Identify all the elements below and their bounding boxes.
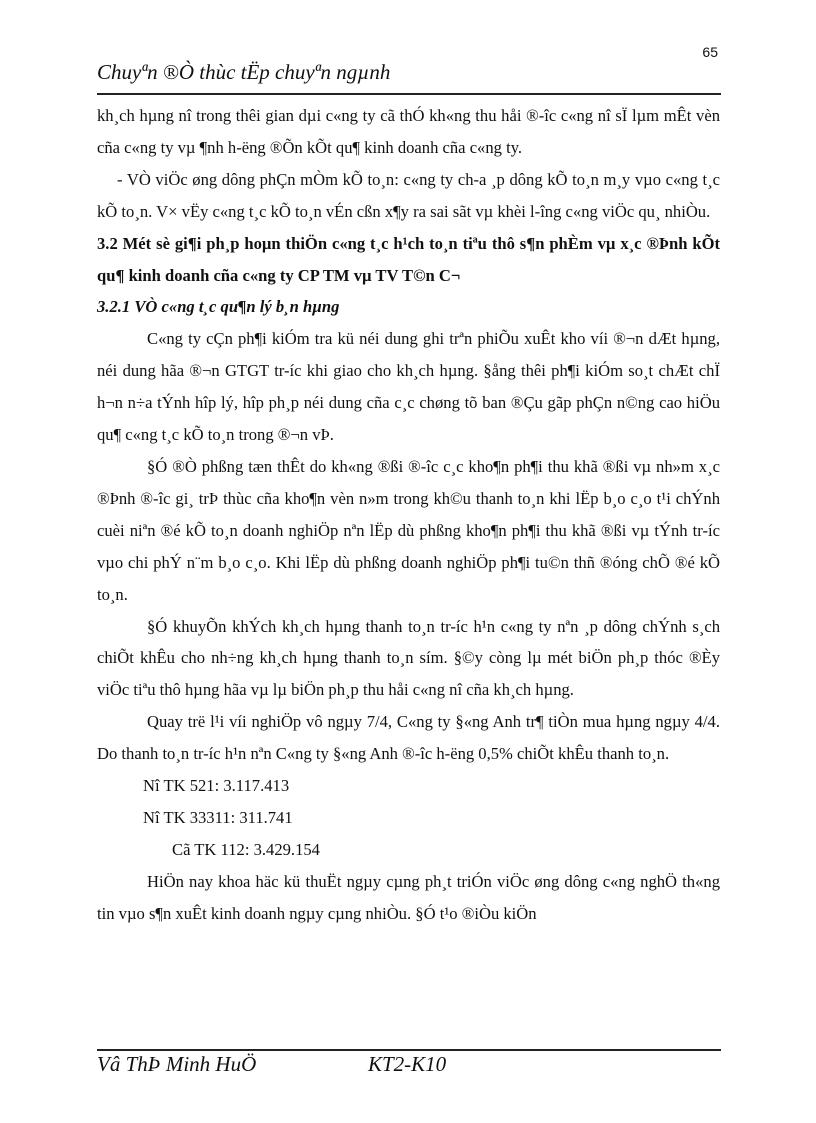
footer-author: Vâ ThÞ Minh HuÖ	[97, 1052, 257, 1076]
section-heading: 3.2 Mét sè gi¶i ph¸p hoµn thiÖn c«ng t¸c h¹ch to¸n tiªu thô s¶n phÈm vµ x¸c ®Þnh kÕt qu¶ kinh doanh cña c«ng ty CP TM vµ TV T©n C¬	[97, 233, 720, 285]
journal-entry-debit: Nî TK 521: 3.117.413	[143, 776, 290, 796]
paragraph: §Ó khuyÕn khÝch kh¸ch hµng thanh to¸n tr-íc h¹n c«ng ty nªn ¸p dông chÝnh s¸ch chiÕt khÊu cho nh÷ng kh¸ch hµng thanh to¸n sím. §©y còng lµ mét biÖn ph¸p thóc ®Èy viÖc tiªu thô hµng hãa vµ lµ biÖn ph¸p thu håi c«ng nî cña kh¸ch hµng.	[97, 616, 720, 700]
paragraph: - VÒ viÖc øng dông phÇn mÒm kÕ to¸n: c«ng ty ch-a ¸p dông kÕ to¸n m¸y vµo c«ng t¸c kÕ to¸n. V× vËy c«ng t¸c kÕ to¸n vÉn cßn x¶y ra sai sãt vµ khèi l-îng c«ng viÖc qu¸ nhiÒu.	[97, 169, 720, 221]
subsection-heading: 3.2.1 VÒ c«ng t¸c qu¶n lý b¸n hµng	[97, 297, 340, 317]
header-rule	[97, 93, 721, 95]
paragraph: §Ó ®Ò phßng tæn thÊt do kh«ng ®ßi ®-îc c¸c kho¶n ph¶i thu khã ®ßi vµ nh»m x¸c ®Þnh ®-îc gi¸ trÞ thùc cña kho¶n vèn n»m trong kh©u thanh to¸n khi lËp b¸o c¸o t¹i chÝnh cuèi niªn ®é kÕ to¸n doanh nghiÖp nªn lËp dù phßng kho¶n ph¶i thu khã ®ßi vµ tÝnh tr-íc vµo chi phÝ n¨m b¸o c¸o. Khi lËp dù phßng doanh nghiÖp ph¶i tu©n thñ ®óng chÕ ®é kÕ to¸n.	[97, 456, 720, 604]
journal-entry-debit: Nî TK 33311: 311.741	[143, 807, 293, 827]
paragraph: kh¸ch hµng nî trong thêi gian dµi c«ng ty cã thÓ kh«ng thu håi ®-îc c«ng nî sÏ lµm mÊt vèn cña c«ng ty vµ ¶nh h-ëng ®Õn kÕt qu¶ kinh doanh cña c«ng ty.	[97, 106, 720, 157]
paragraph: Quay trë l¹i víi nghiÖp vô ngµy 7/4, C«ng ty §«ng Anh tr¶ tiÒn mua hµng ngµy 4/4. Do thanh to¸n tr-íc h¹n nªn C«ng ty §«ng Anh ®-îc h-ëng 0,5% chiÕt khÊu thanh to¸n.	[97, 712, 720, 764]
journal-entry-credit: Cã TK 112: 3.429.154	[172, 839, 320, 859]
page-number: 65	[702, 44, 718, 60]
paragraph: C«ng ty cÇn ph¶i kiÓm tra kü néi dung ghi trªn phiÕu xuÊt kho víi ®¬n dÆt hµng, néi dung hãa ®¬n GTGT tr-íc khi giao cho kh¸ch hµng. §ång thêi ph¶i kiÓm so¸t chÆt chÏ h¬n n÷a tÝnh hîp lý, hîp ph¸p néi dung cña c¸c chøng tõ ban ®Çu gãp phÇn n©ng cao hiÖu qu¶ c«ng t¸c kÕ to¸n trong ®¬n vÞ.	[97, 329, 720, 445]
footer-class-code: KT2-K10	[368, 1052, 447, 1076]
document-body	[97, 100, 720, 930]
running-header-title: Chuyªn ®Ò thùc tËp chuyªn ngµnh	[97, 60, 391, 84]
paragraph: HiÖn nay khoa häc kü thuËt ngµy cµng ph¸t triÓn viÖc øng dông c«ng nghÖ th«ng tin vµo s¶n xuÊt kinh doanh ngµy cµng nhiÒu. §Ó t¹o ®iÒu kiÖn	[97, 871, 720, 923]
footer-rule	[97, 1049, 721, 1051]
